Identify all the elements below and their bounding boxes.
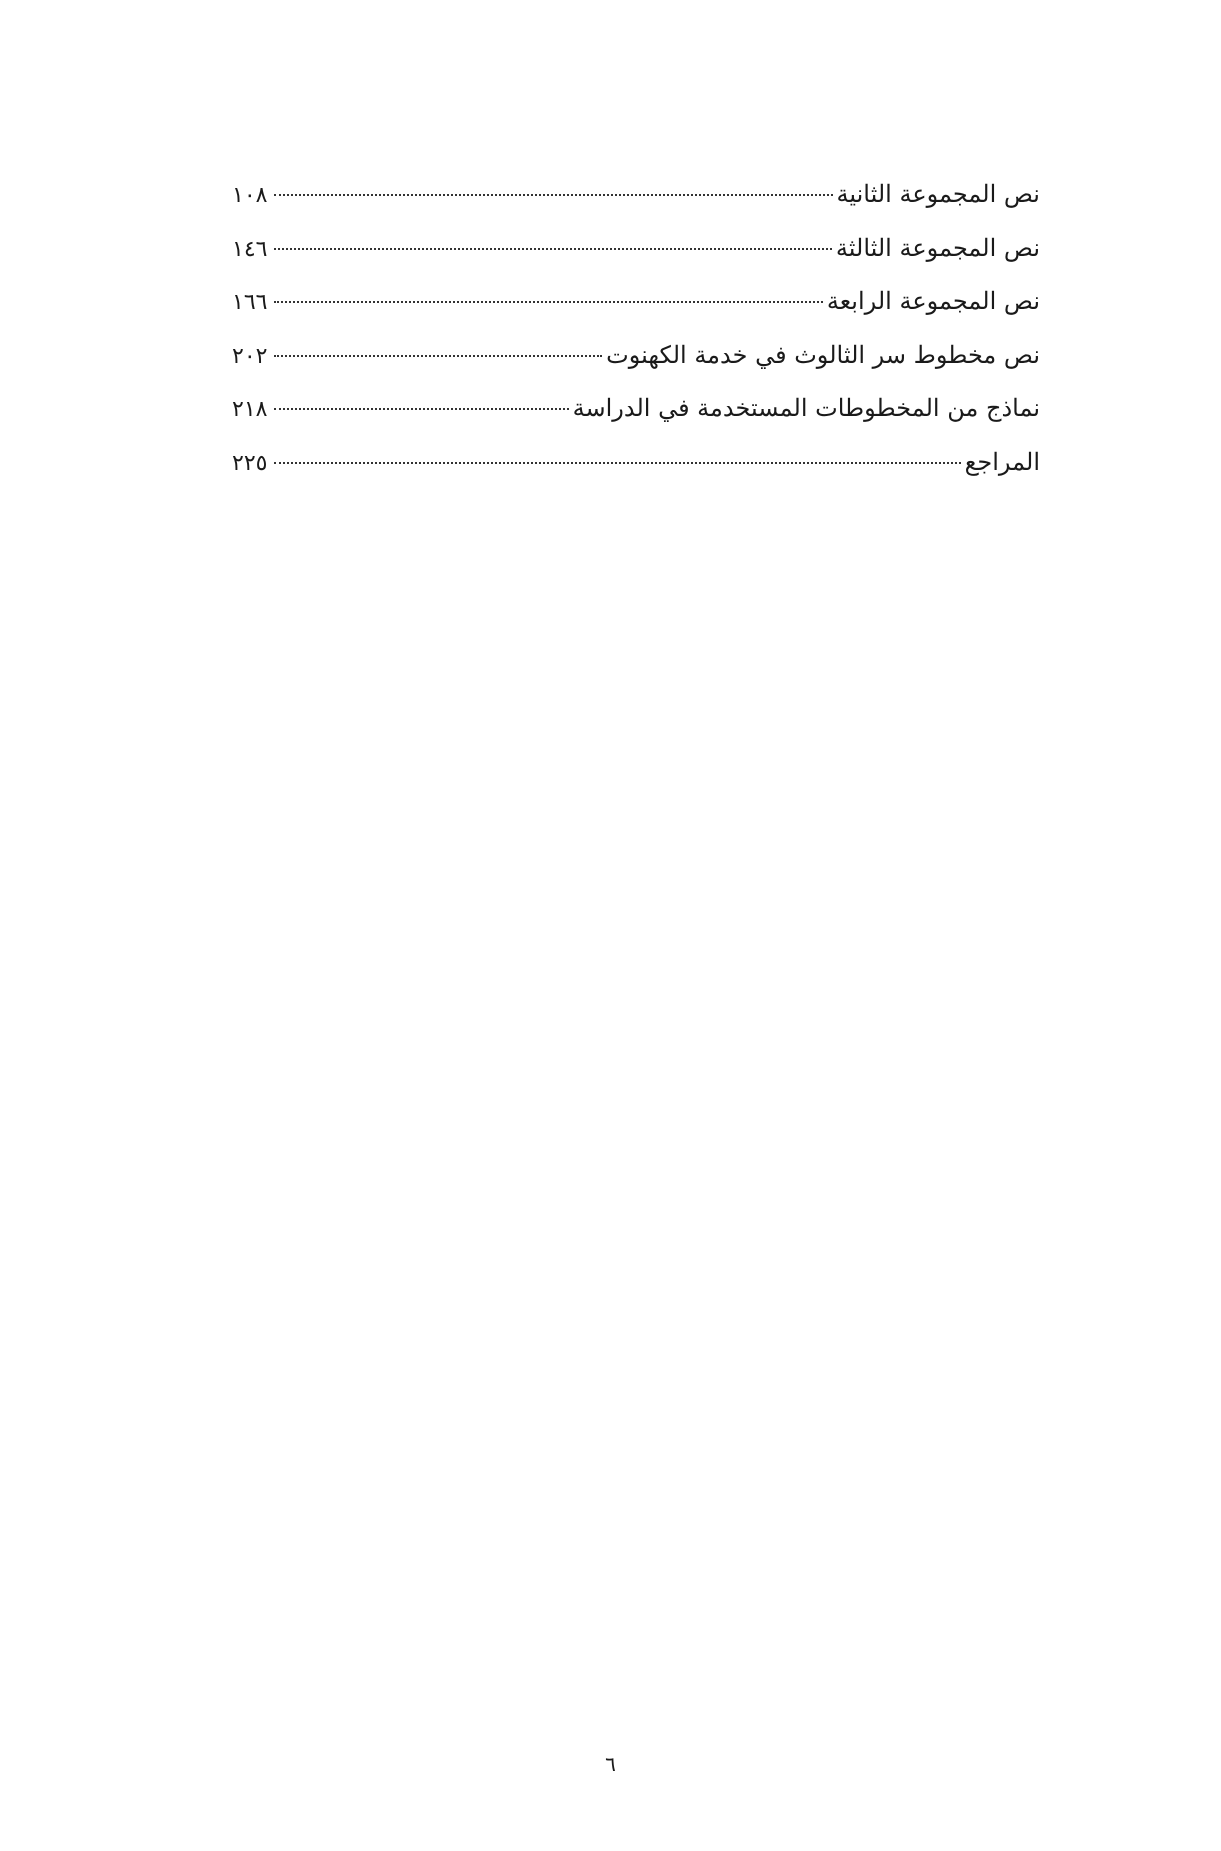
- toc-leader-dots: [274, 248, 832, 250]
- toc-entry-page: ٢٢٥: [232, 450, 268, 476]
- toc-entry: [232, 436, 1040, 490]
- toc-leader-dots: [274, 301, 823, 303]
- toc-entry-page: ١٠٨: [232, 183, 268, 208]
- toc-entry-page: ١٦٦: [232, 290, 268, 315]
- toc-entry-title: نماذج من المخطوطات المستخدمة في الدراسة: [572, 394, 1040, 422]
- page-number: ٦: [605, 1752, 616, 1776]
- toc-entry: [232, 275, 1040, 329]
- toc-entry: [232, 168, 1040, 222]
- toc-leader-dots: [274, 408, 569, 410]
- toc-entry: [232, 382, 1040, 436]
- toc-leader-dots: [274, 462, 961, 464]
- toc-entry-title: نص المجموعة الرابعة: [826, 287, 1040, 315]
- toc-entry: [232, 329, 1040, 383]
- toc-leader-dots: [274, 355, 602, 357]
- toc-entry-title: المراجع: [964, 447, 1040, 476]
- toc-entry-title: نص المجموعة الثانية: [836, 180, 1040, 208]
- toc-entry-page: ٢١٨: [232, 397, 268, 422]
- toc-leader-dots: [274, 194, 833, 196]
- toc-entry-page: ٢٠٢: [232, 343, 268, 369]
- toc-entry-title: نص مخطوط سر الثالوث في خدمة الكهنوت: [606, 340, 1040, 369]
- toc-entry: [232, 222, 1040, 276]
- toc-entry-page: ١٤٦: [232, 236, 268, 262]
- toc-entry-title: نص المجموعة الثالثة: [835, 233, 1040, 262]
- table-of-contents: [232, 168, 1040, 489]
